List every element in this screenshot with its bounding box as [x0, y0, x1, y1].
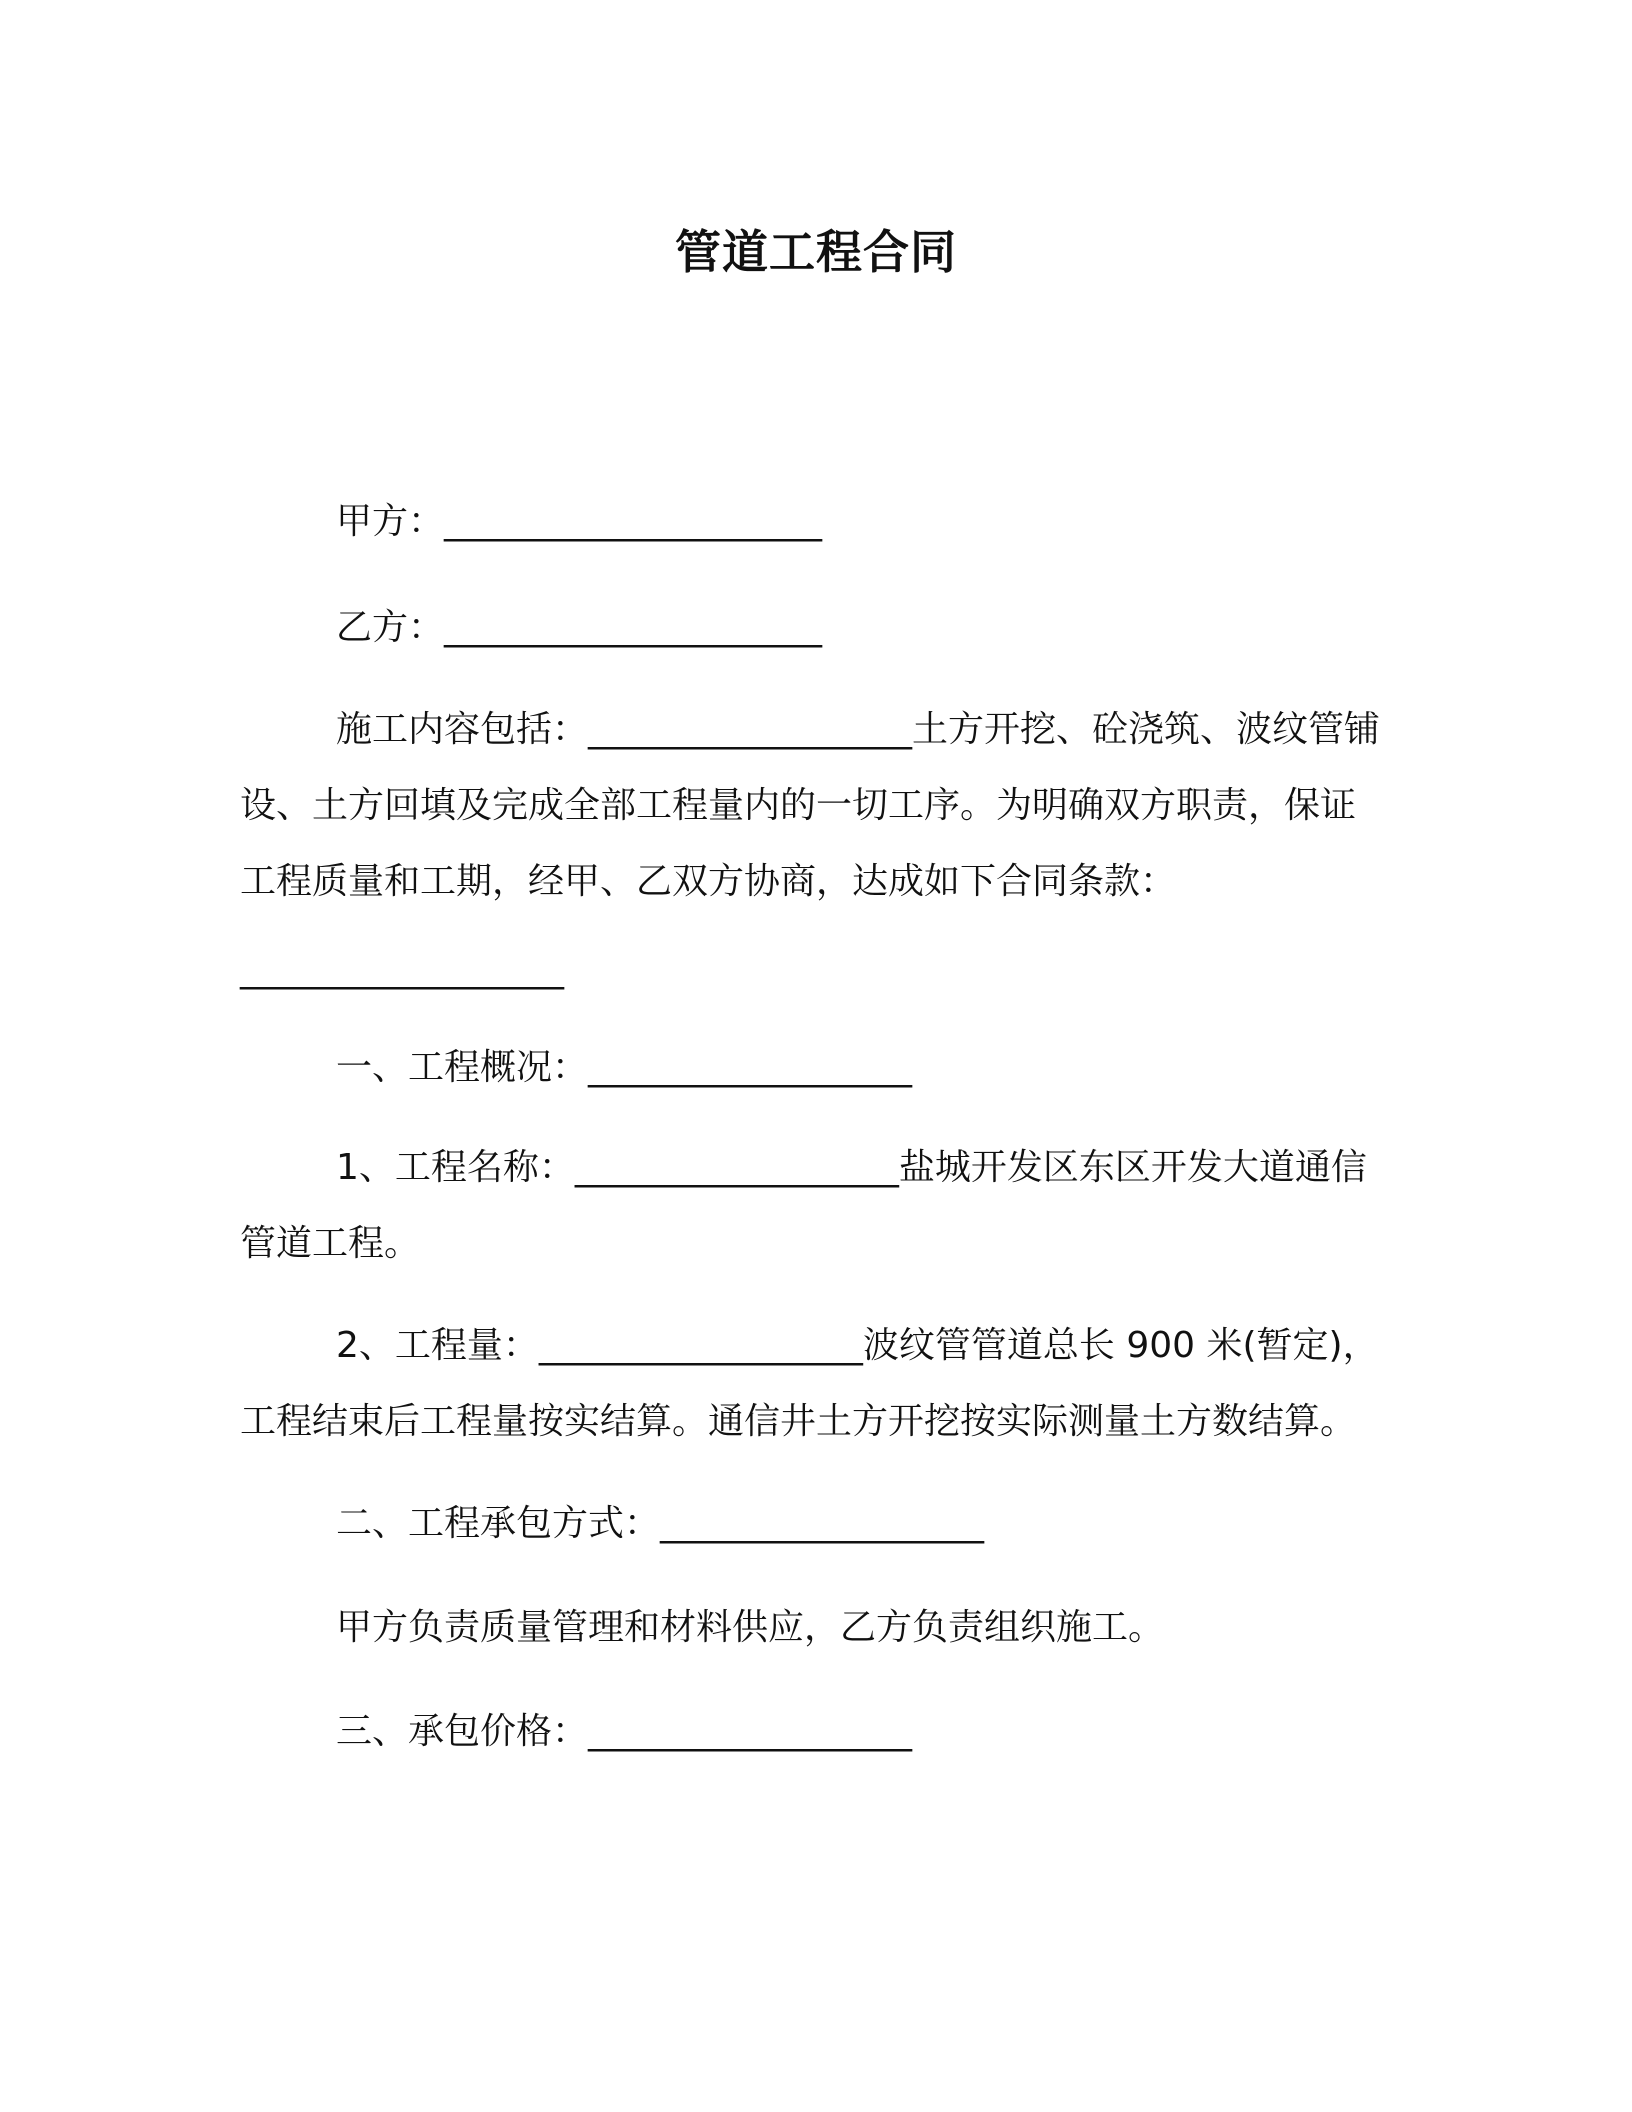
party-a-line: 甲方：_____________________: [336, 501, 823, 542]
document-title: 管道工程合同: [675, 225, 957, 279]
item-2-quantity: 2、工程量：__________________波纹管管道总长 900 米(暂定)，工程结束后工程量按实结算。通信井土方开挖按实际测量土方数结算。: [240, 1325, 1379, 1442]
blank-line: __________________: [240, 949, 564, 990]
section-3-heading: 三、承包价格：__________________: [336, 1711, 913, 1752]
intro-paragraph: 施工内容包括：__________________土方开挖、砼浇筑、波纹管铺设、土方回填及完成全部工程量内的一切工序。为明确双方职责，保证工程质量和工期，经甲、乙双方协商，达成如下合同条款：: [240, 709, 1381, 902]
section-2-body: 甲方负责质量管理和材料供应，乙方负责组织施工。: [336, 1607, 1165, 1648]
item-1-project-name: 1、工程名称：__________________盐城开发区东区开发大道通信管道工程。: [240, 1147, 1367, 1264]
section-2-heading: 二、工程承包方式：__________________: [336, 1503, 985, 1544]
party-b-line: 乙方：_____________________: [336, 607, 823, 648]
section-1-heading: 一、工程概况：__________________: [336, 1047, 913, 1088]
